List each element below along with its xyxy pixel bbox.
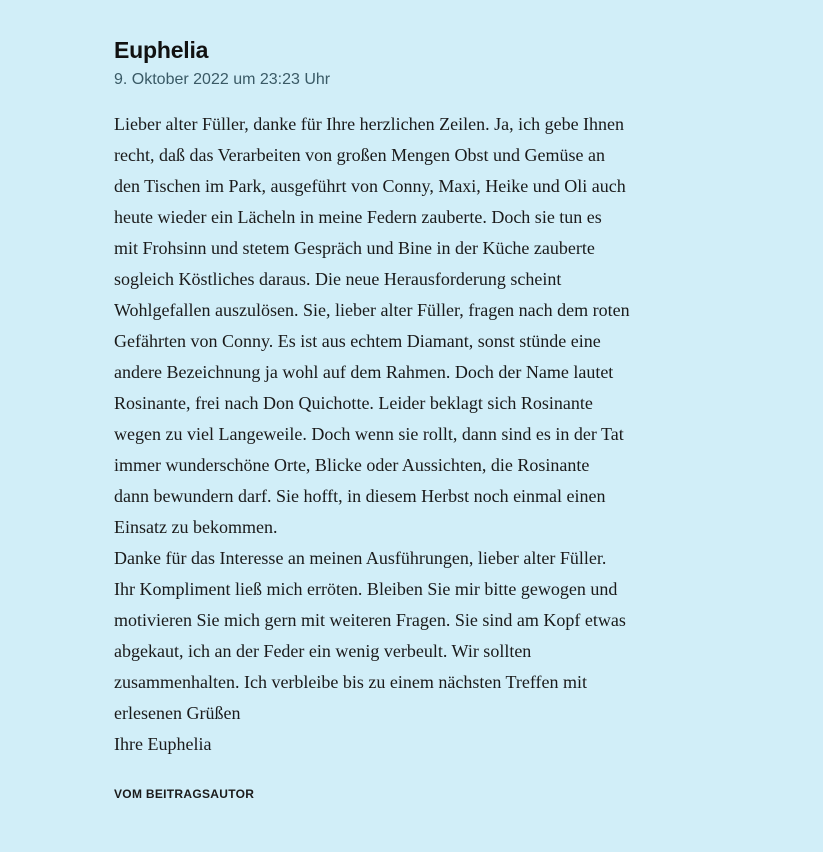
post-author-badge: VOM BEITRAGSAUTOR — [114, 787, 255, 801]
comment-line: motivieren Sie mich gern mit weiteren Fragen. Sie sind am Kopf etwas — [114, 610, 626, 630]
comment-line: Rosinante, frei nach Don Quichotte. Leider beklagt sich Rosinante — [114, 393, 593, 413]
comment — [114, 34, 704, 801]
comment-line: Lieber alter Füller, danke für Ihre herzlichen Zeilen. Ja, ich gebe Ihnen — [114, 114, 625, 134]
comment-date-link[interactable]: 9. Oktober 2022 um 23:23 Uhr — [114, 71, 331, 88]
comment-line: zusammenhalten. Ich verbleibe bis zu einem nächsten Treffen mit — [114, 672, 588, 692]
comment-line: Ihre Euphelia — [114, 734, 212, 754]
comment-line: Ihr Kompliment ließ mich erröten. Bleiben Sie mir bitte gewogen und — [114, 579, 618, 599]
comment-line: Einsatz zu bekommen. — [114, 517, 278, 537]
comment-line: wegen zu viel Langeweile. Doch wenn sie rollt, dann sind es in der Tat — [114, 424, 624, 444]
comment-line: Gefährten von Conny. Es ist aus echtem Diamant, sonst stünde eine — [114, 331, 601, 351]
comment-line: Wohlgefallen auszulösen. Sie, lieber alter Füller, fragen nach dem roten — [114, 300, 630, 320]
comment-line: den Tischen im Park, ausgeführt von Conny, Maxi, Heike und Oli auch — [114, 176, 626, 196]
comment-author: Euphelia — [114, 37, 209, 63]
comment-line: Danke für das Interesse an meinen Ausführungen, lieber alter Füller. — [114, 548, 607, 568]
comment-line: mit Frohsinn und stetem Gespräch und Bine in der Küche zauberte — [114, 238, 595, 258]
comment-line: recht, daß das Verarbeiten von großen Mengen Obst und Gemüse an — [114, 145, 606, 165]
comment-line: abgekaut, ich an der Feder ein wenig verbeult. Wir sollten — [114, 641, 532, 661]
comment-body — [114, 109, 704, 760]
comment-line: dann bewundern darf. Sie hofft, in diesem Herbst noch einmal einen — [114, 486, 606, 506]
comment-line: immer wunderschöne Orte, Blicke oder Aussichten, die Rosinante — [114, 455, 590, 475]
comment-line: erlesenen Grüßen — [114, 703, 241, 723]
comment-line: heute wieder ein Lächeln in meine Federn zauberte. Doch sie tun es — [114, 207, 602, 227]
comment-line: andere Bezeichnung ja wohl auf dem Rahmen. Doch der Name lautet — [114, 362, 614, 382]
comment-line: sogleich Köstliches daraus. Die neue Herausforderung scheint — [114, 269, 562, 289]
